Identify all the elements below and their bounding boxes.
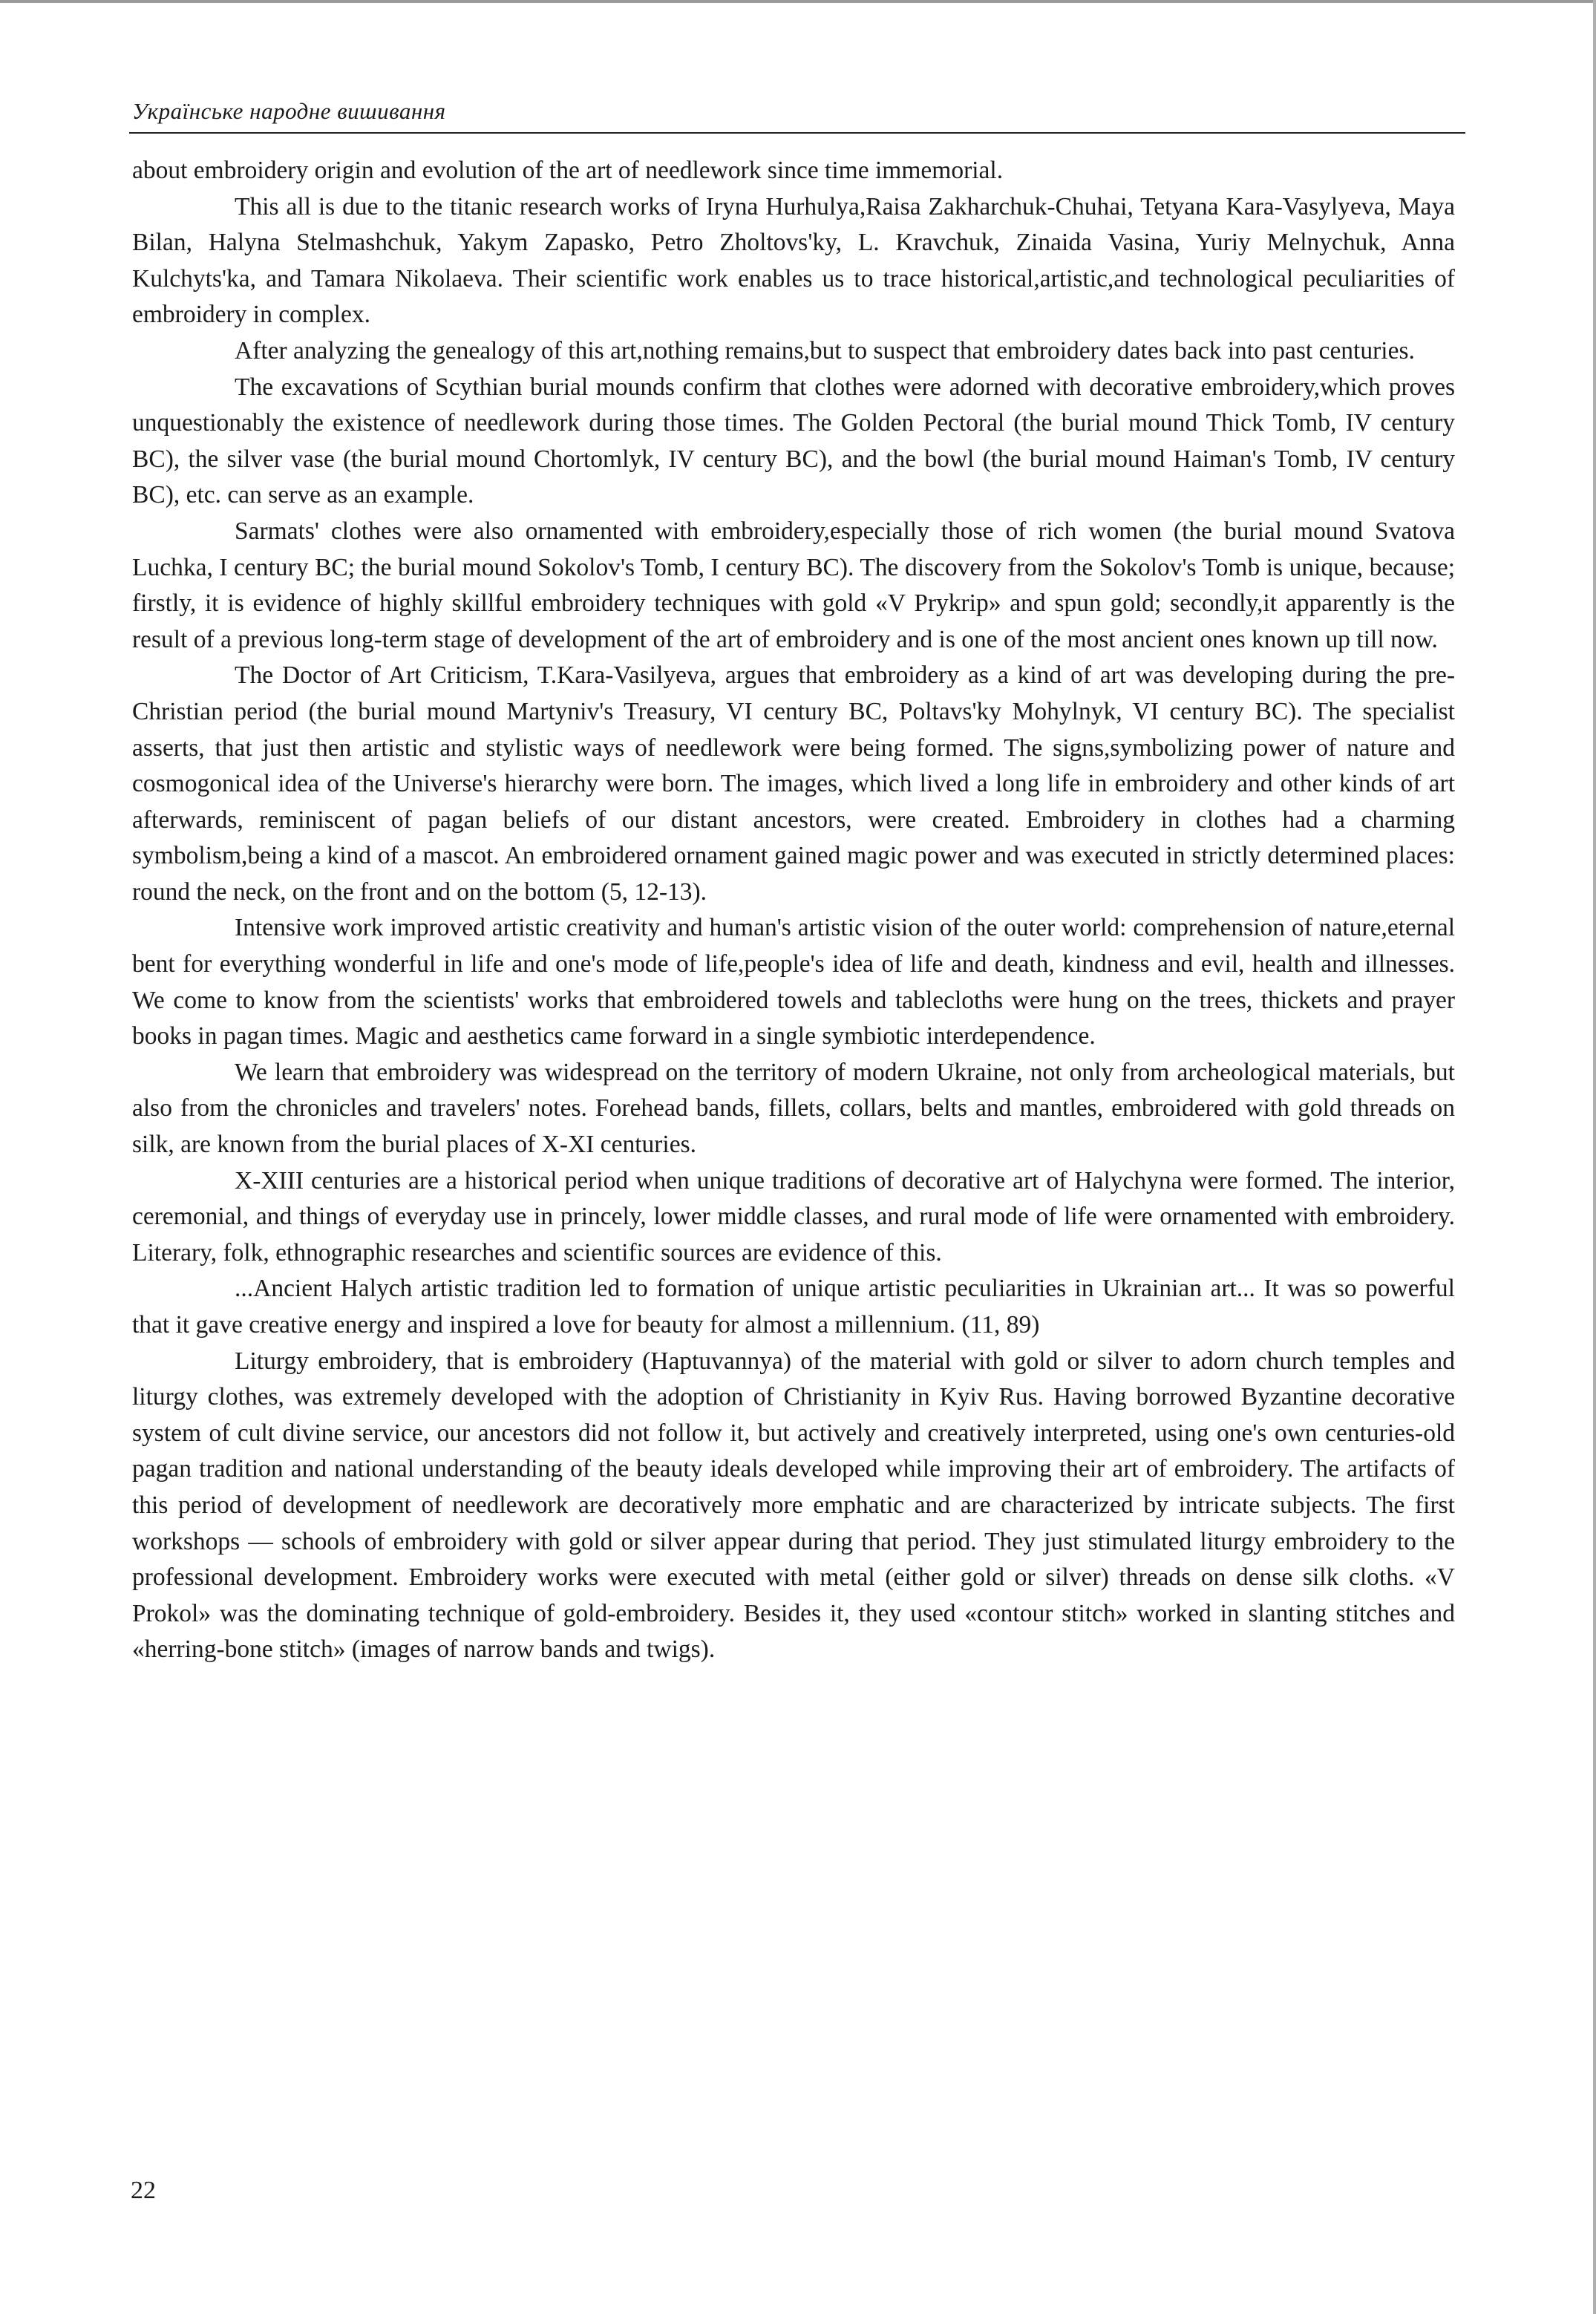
scan-right-edge [1593,0,1596,2314]
running-header [129,89,1465,134]
page-number: 22 [131,2177,156,2204]
paragraph-researchers: This all is due to the titanic research works of Iryna Hurhulya,Raisa Zakharchuk-Chuhai, Tetyana Kara-Vasylyeva, Maya Bilan, Halyna Stelmashchuk, Yakym Zapasko, Petro Zholtovs'ky, L. Kravchuk, Zinaida Vasina, Yuriy Melnychuk, Anna Kulchyts'ka, and Tamara Nikolaeva. Their scientific work enables us to trace historical,artistic,and technological peculiarities of embroidery in complex. [132,192,1455,329]
paragraph-halych-quote: ...Ancient Halych artistic tradition led to formation of unique artistic peculiarities in Ukrainian art... It was so powerful that it gave creative energy and inspired a love for beauty for almost a millennium. (11, 89) [132,1275,1455,1339]
body-text [132,153,1455,1668]
paragraph-pre-christian: The Doctor of Art Criticism, T.Kara-Vasilyeva, argues that embroidery as a kind of art was developing during the pre-Christian period (the burial mound Martyniv's Treasury, VI century BC, Poltavs'ky Mohylnyk, VI century BC). The specialist asserts, that just then artistic and stylistic ways of needlework were being formed. The signs,symbolizing power of nature and cosmogonical idea of the Universe's hierarchy were born. The images, which lived a long life in embroidery and other kinds of art afterwards, reminiscent of pagan beliefs of our distant ancestors, were created. Embroidery in clothes had a charming symbolism,being a kind of a mascot. An embroidered ornament gained magic power and was executed in strictly determined places: round the neck, on the front and on the bottom (5, 12-13). [132,661,1455,906]
paragraph-genealogy: After analyzing the genealogy of this art,nothing remains,but to suspect that embroidery dates back into past centuries. [235,336,1415,365]
paragraph-artistic-creativity: Intensive work improved artistic creativity and human's artistic vision of the outer world: comprehension of nature,eternal bent for everything wonderful in life and one's mode of life,people's idea of life and death, kindness and evil, health and illnesses. We come to know from the scientists' works that embroidered towels and tablecloths were hung on the trees, thickets and prayer books in pagan times. Magic and aesthetics came forward in a single symbiotic interdependence. [132,914,1455,1050]
paragraph-continuation: about embroidery origin and evolution of the art of needlework since time immemorial. [132,157,1004,184]
paragraph-scythian-mounds: The excavations of Scythian burial mounds confirm that clothes were adorned with decorative embroidery,which proves unquestionably the existence of needlework during those times. The Golden Pectoral (the burial mound Thick Tomb, IV century BC), the silver vase (the burial mound Chortomlyk, IV century BC), and the bowl (the burial mound Haiman's Tomb, IV century BC), etc. can serve as an example. [132,373,1455,509]
scan-top-edge [0,0,1596,3]
paragraph-sarmats: Sarmats' clothes were also ornamented with embroidery,especially those of rich women (the burial mound Svatova Luchka, I century BC; the burial mound Sokolov's Tomb, I century BC). The discovery from the Sokolov's Tomb is unique, because; firstly, it is evidence of highly skillful embroidery techniques with gold «V Prykrip» and spun gold; secondly,it apparently is the result of a previous long-term stage of development of the art of embroidery and is one of the most ancient ones known up till now. [132,517,1455,653]
paragraph-widespread: We learn that embroidery was widespread on the territory of modern Ukraine, not only from archeological materials, but also from the chronicles and travelers' notes. Forehead bands, fillets, collars, belts and mantles, embroidered with gold threads on silk, are known from the burial places of X-XI centuries. [132,1058,1455,1159]
paragraph-halychyna: X-XIII centuries are a historical period when unique traditions of decorative art of Halychyna were formed. The interior, ceremonial, and things of everyday use in princely, lower middle classes, and rural mode of life were ornamented with embroidery. Literary, folk, ethnographic researches and scientific sources are evidence of this. [132,1166,1455,1267]
running-header-title: Українське народне вишивання [132,98,446,124]
paragraph-liturgy-embroidery: Liturgy embroidery, that is embroidery (Haptuvannya) of the material with gold or silver to adorn church temples and liturgy clothes, was extremely developed with the adoption of Christianity in Kyiv Rus. Having borrowed Byzantine decorative system of cult divine service, our ancestors did not follow it, but actively and creatively interpreted, using one's own centuries-old pagan tradition and national understanding of the beauty ideals developed while improving their art of embroidery. The artifacts of this period of development of needlework are decoratively more emphatic and are characterized by intricate subjects. The first workshops — schools of embroidery with gold or silver appear during that period. They just stimulated liturgy embroidery to the professional development. Embroidery works were executed with metal (either gold or silver) threads on dense silk cloths. «V Prokol» was the dominating technique of gold-embroidery. Besides it, they used «contour stitch» worked in slanting stitches and «herring-bone stitch» (images of narrow bands and twigs). [132,1347,1455,1664]
